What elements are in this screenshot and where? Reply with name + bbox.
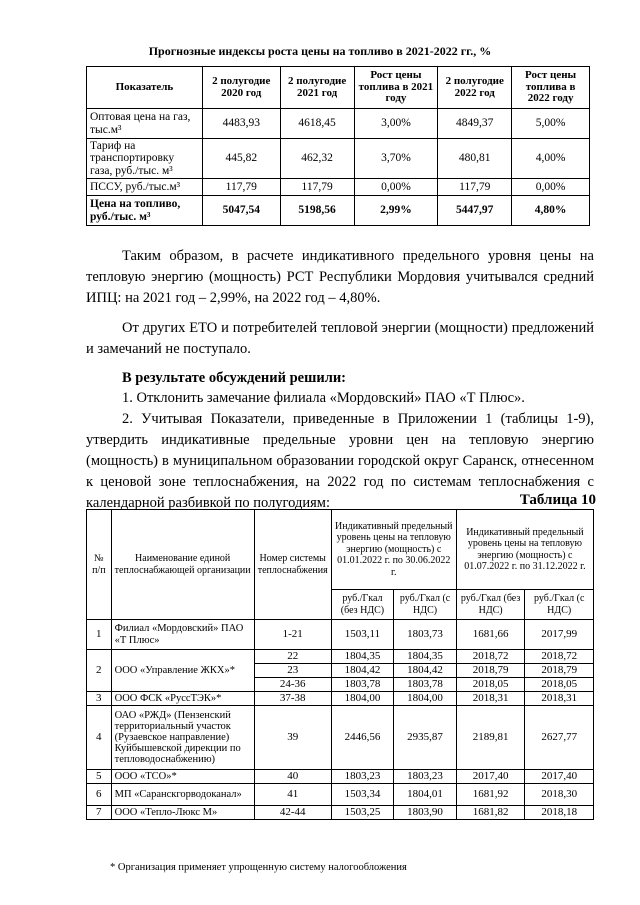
price-p2-nonds: 2017,40 xyxy=(456,770,525,784)
row-number: 4 xyxy=(87,706,112,770)
price-p1-nonds: 1803,23 xyxy=(331,770,394,784)
indicator-value: 0,00% xyxy=(354,179,438,196)
system-number: 24-36 xyxy=(254,678,331,692)
price-p1-nds: 1804,35 xyxy=(394,650,457,664)
header-h2-2021: 2 полугодие 2021 год xyxy=(280,67,354,109)
indicator-value: 4,00% xyxy=(512,139,590,179)
price-p1-nonds: 1804,00 xyxy=(331,692,394,706)
system-number: 40 xyxy=(254,770,331,784)
price-p2-nds: 2018,05 xyxy=(525,678,594,692)
price-p1-nds: 1804,01 xyxy=(394,784,457,806)
table10-row xyxy=(87,620,594,650)
system-number: 22 xyxy=(254,650,331,664)
price-p1-nonds: 1503,11 xyxy=(331,620,394,650)
organization-name: МП «Саранскгорводоканал» xyxy=(111,784,254,806)
indicator-value: 4849,37 xyxy=(438,109,512,139)
indicative-price-table xyxy=(86,509,594,820)
footnote: * Организация применяет упрощенную систему налогообложения xyxy=(110,862,407,873)
price-p1-nds: 1804,42 xyxy=(394,664,457,678)
price-p1-nonds: 1503,25 xyxy=(331,806,394,820)
indicator-value: 5447,97 xyxy=(438,196,512,226)
row-number: 2 xyxy=(87,650,112,692)
price-p1-nds: 1804,00 xyxy=(394,692,457,706)
indicator-label: Цена на топливо, руб./тыс. м³ xyxy=(87,196,203,226)
price-p1-nds: 1803,78 xyxy=(394,678,457,692)
decided-heading: В результате обсуждений решили: xyxy=(122,370,347,386)
t10-header-p1-nonds: руб./Гкал (без НДС) xyxy=(331,590,394,620)
price-p2-nonds: 2018,79 xyxy=(456,664,525,678)
t10-header-p2-nds: руб./Гкал (с НДС) xyxy=(525,590,594,620)
system-number: 23 xyxy=(254,664,331,678)
price-p1-nds: 2935,87 xyxy=(394,706,457,770)
indicator-value: 2,99% xyxy=(354,196,438,226)
indicator-value: 462,32 xyxy=(280,139,354,179)
organization-name: ООО «Тепло-Люкс М» xyxy=(111,806,254,820)
row-number: 5 xyxy=(87,770,112,784)
t10-header-p2-nonds: руб./Гкал (без НДС) xyxy=(456,590,525,620)
price-p2-nds: 2017,40 xyxy=(525,770,594,784)
system-number: 41 xyxy=(254,784,331,806)
price-p2-nonds: 2018,31 xyxy=(456,692,525,706)
price-p2-nds: 2018,31 xyxy=(525,692,594,706)
organization-name: ООО «ТСО»* xyxy=(111,770,254,784)
indicator-value: 5198,56 xyxy=(280,196,354,226)
indicator-value: 3,70% xyxy=(354,139,438,179)
table10-row xyxy=(87,706,594,770)
price-p2-nds: 2018,30 xyxy=(525,784,594,806)
table1-row xyxy=(87,196,590,226)
price-p2-nds: 2018,18 xyxy=(525,806,594,820)
indicator-value: 117,79 xyxy=(202,179,280,196)
table10-row xyxy=(87,806,594,820)
organization-name: ОАО «РЖД» (Пензенский территориальный участок (Рузаевское направление) Куйбышевской дирекции по тепловодоснабжению) xyxy=(111,706,254,770)
indicator-value: 5047,54 xyxy=(202,196,280,226)
price-p2-nonds: 1681,82 xyxy=(456,806,525,820)
price-p1-nonds: 1804,35 xyxy=(331,650,394,664)
header-h2-2020: 2 полугодие 2020 год xyxy=(202,67,280,109)
indicator-value: 4483,93 xyxy=(202,109,280,139)
price-p2-nonds: 2018,05 xyxy=(456,678,525,692)
indicator-value: 4618,45 xyxy=(280,109,354,139)
price-p2-nds: 2017,99 xyxy=(525,620,594,650)
indicator-label: ПССУ, руб./тыс.м³ xyxy=(87,179,203,196)
system-number: 42-44 xyxy=(254,806,331,820)
system-number: 1-21 xyxy=(254,620,331,650)
table10-row xyxy=(87,650,594,664)
t10-header-period1: Индикативный предельный уровень цены на тепловую энергию (мощность) с 01.01.2022 г. по 30.06.2022 г. xyxy=(331,510,456,590)
decision-2: 2. Учитывая Показатели, приведенные в Приложении 1 (таблицы 1-9), утвердить индикативные предельные уровни цен на тепловую энергию (мощность) в муниципальном образовании городской округ Саранск, отнесенном к ценовой зоне теплоснабжения, на 2022 год по системам теплоснабжения с календарной разбивкой по полугодиям: xyxy=(86,411,594,511)
system-number: 39 xyxy=(254,706,331,770)
fuel-price-index-table xyxy=(86,66,590,226)
price-p1-nds: 1803,73 xyxy=(394,620,457,650)
indicator-value: 117,79 xyxy=(438,179,512,196)
indicator-value: 117,79 xyxy=(280,179,354,196)
indicator-value: 480,81 xyxy=(438,139,512,179)
table1-row xyxy=(87,179,590,196)
row-number: 1 xyxy=(87,620,112,650)
header-growth-2022: Рост цены топлива в 2022 году xyxy=(512,67,590,109)
price-p2-nonds: 2018,72 xyxy=(456,650,525,664)
table10-row xyxy=(87,784,594,806)
price-p2-nds: 2018,79 xyxy=(525,664,594,678)
indicator-value: 3,00% xyxy=(354,109,438,139)
header-h2-2022: 2 полугодие 2022 год xyxy=(438,67,512,109)
price-p1-nonds: 1803,78 xyxy=(331,678,394,692)
t10-header-period2: Индикативный предельный уровень цены на тепловую энергию (мощность) с 01.07.2022 г. по 31.12.2022 г. xyxy=(456,510,593,590)
price-p1-nonds: 1804,42 xyxy=(331,664,394,678)
indicator-value: 0,00% xyxy=(512,179,590,196)
price-p2-nonds: 1681,66 xyxy=(456,620,525,650)
table10-row xyxy=(87,770,594,784)
paragraph-no-remarks: От других ЕТО и потребителей тепловой энергии (мощности) предложений и замечаний не поступало. xyxy=(86,320,594,357)
t10-header-org: Наименование единой теплоснабжающей организации xyxy=(111,510,254,620)
indicator-label: Оптовая цена на газ, тыс.м³ xyxy=(87,109,203,139)
table1-row xyxy=(87,139,590,179)
price-p1-nonds: 1503,34 xyxy=(331,784,394,806)
price-p2-nds: 2627,77 xyxy=(525,706,594,770)
indicator-value: 5,00% xyxy=(512,109,590,139)
price-p1-nds: 1803,90 xyxy=(394,806,457,820)
organization-name: Филиал «Мордовский» ПАО «Т Плюс» xyxy=(111,620,254,650)
header-growth-2021: Рост цены топлива в 2021 году xyxy=(354,67,438,109)
paragraph-ipc: Таким образом, в расчете индикативного предельного уровня цены на тепловую энергию (мощность) РСТ Республики Мордовия учитывался средний ИПЦ: на 2021 год – 2,99%, на 2022 год – 4,80%. xyxy=(86,248,594,306)
table1-row xyxy=(87,109,590,139)
organization-name: ООО «Управление ЖКХ»* xyxy=(111,650,254,692)
table10-label: Таблица 10 xyxy=(519,492,596,508)
indicator-value: 4,80% xyxy=(512,196,590,226)
header-indicator: Показатель xyxy=(87,67,203,109)
price-p1-nds: 1803,23 xyxy=(394,770,457,784)
price-p2-nonds: 1681,92 xyxy=(456,784,525,806)
t10-header-num: № п/п xyxy=(87,510,112,620)
table10-row xyxy=(87,692,594,706)
price-p1-nonds: 2446,56 xyxy=(331,706,394,770)
t10-header-system: Номер системы теплоснабжения xyxy=(254,510,331,620)
row-number: 6 xyxy=(87,784,112,806)
row-number: 7 xyxy=(87,806,112,820)
price-p2-nds: 2018,72 xyxy=(525,650,594,664)
decision-1: 1. Отклонить замечание филиала «Мордовский» ПАО «Т Плюс». xyxy=(122,390,525,406)
organization-name: ООО ФСК «РуссТЭК»* xyxy=(111,692,254,706)
price-p2-nonds: 2189,81 xyxy=(456,706,525,770)
indicator-label: Тариф на транспортировку газа, руб./тыс. м³ xyxy=(87,139,203,179)
row-number: 3 xyxy=(87,692,112,706)
t10-header-p1-nds: руб./Гкал (с НДС) xyxy=(394,590,457,620)
indicator-value: 445,82 xyxy=(202,139,280,179)
system-number: 37-38 xyxy=(254,692,331,706)
table1-title: Прогнозные индексы роста цены на топливо в 2021-2022 гг., % xyxy=(148,44,492,58)
